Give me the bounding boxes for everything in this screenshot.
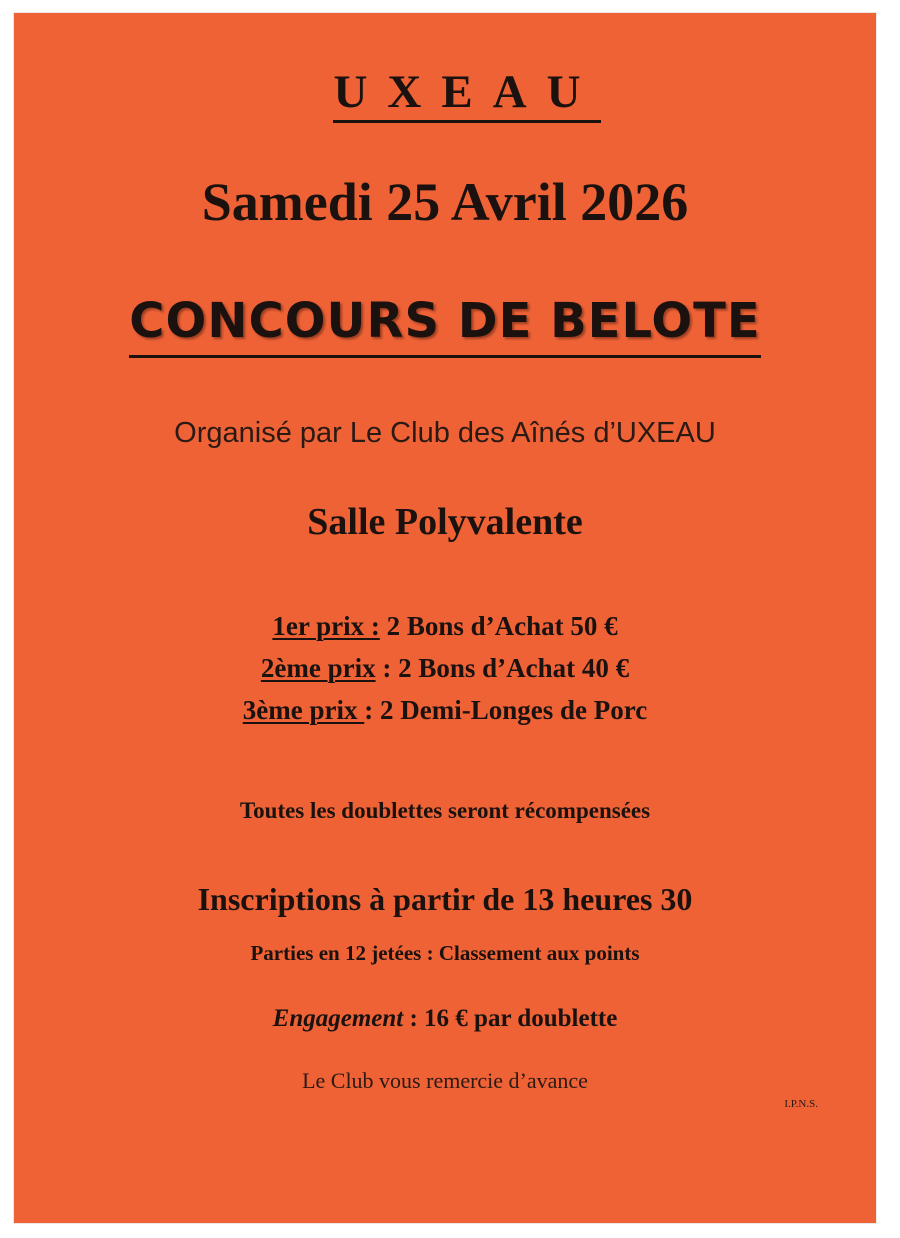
entry-fee bbox=[14, 1005, 876, 1033]
entry-fee-label: Engagement bbox=[272, 1005, 404, 1032]
event-title-text: CONCOURS DE BELOTE bbox=[129, 293, 760, 358]
poster-sheet bbox=[14, 13, 876, 1223]
organizer-line: Organisé par Le Club des Aînés d’UXEAU bbox=[174, 417, 716, 449]
prize-second bbox=[14, 647, 876, 689]
prize-value: : 2 Demi-Longes de Porc bbox=[364, 695, 648, 725]
prize-label: 2ème prix bbox=[260, 653, 376, 683]
town-title bbox=[14, 65, 898, 119]
prize-value: : 2 Bons d’Achat 40 € bbox=[382, 653, 630, 683]
reward-note: Toutes les doublettes seront récompensées bbox=[239, 798, 651, 823]
registration-time: Inscriptions à partir de 13 heures 30 bbox=[197, 881, 693, 917]
prize-third bbox=[14, 689, 876, 731]
event-date: Samedi 25 Avril 2026 bbox=[201, 172, 689, 232]
prize-label: 3ème prix bbox=[242, 695, 365, 725]
thanks-line: Le Club vous remercie d’avance bbox=[302, 1068, 588, 1093]
prize-value: 2 Bons d’Achat 50 € bbox=[386, 611, 618, 641]
game-format: Parties en 12 jetées : Classement aux points bbox=[250, 941, 640, 965]
event-title bbox=[14, 293, 876, 349]
town-title-text: UXEAU bbox=[333, 66, 600, 123]
ipns-mark: I.P.N.S. bbox=[784, 1098, 818, 1110]
prize-list bbox=[14, 605, 876, 731]
entry-fee-value: : 16 € par doublette bbox=[403, 1005, 618, 1032]
venue-line: Salle Polyvalente bbox=[307, 501, 583, 543]
prize-first bbox=[14, 605, 876, 647]
prize-label: 1er prix : bbox=[272, 611, 380, 641]
